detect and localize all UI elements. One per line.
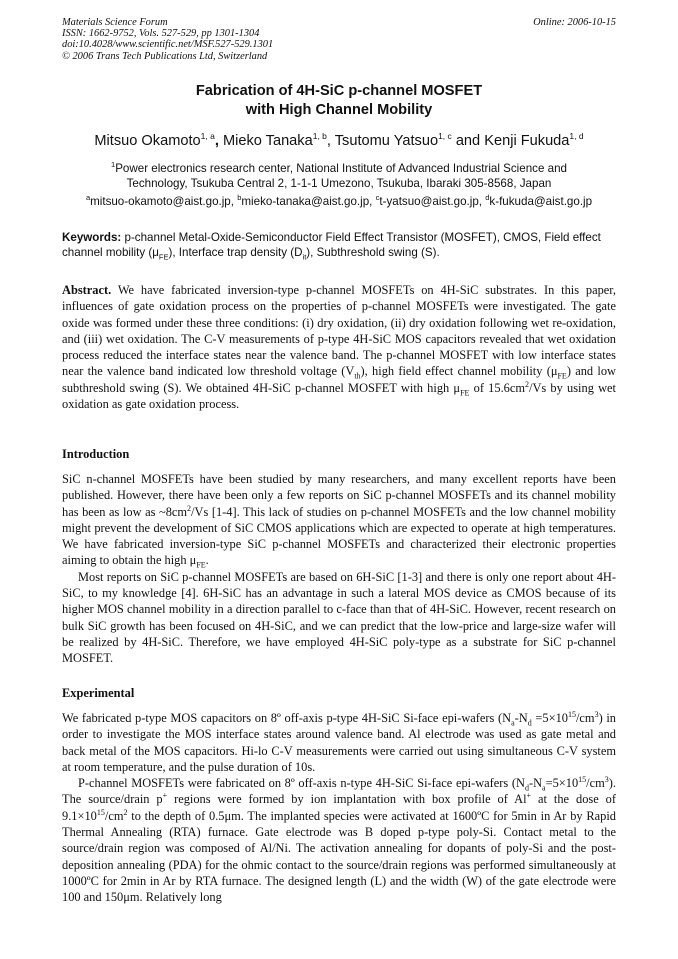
author-name: Kenji Fukuda [484, 132, 570, 149]
paragraph-sup: + [162, 791, 168, 801]
author-name: Mieko Tanaka [222, 132, 313, 149]
affiliation-line-1: Power electronics research center, National Institute of Advanced Industrial Science and [115, 161, 567, 175]
paragraph-text: . [205, 553, 209, 568]
author-name: Tsutomu Yatsuo [334, 132, 439, 149]
keywords-sub: it [302, 252, 307, 262]
abstract-label: Abstract. [62, 283, 112, 297]
email-sup: c [375, 193, 380, 202]
paragraph: Most reports on SiC p-channel MOSFETs are based on 6H-SiC [1-3] and there is only one report about 4H-SiC, to my knowledge [4]. 6H-SiC has an advantage in such a lateral MOS device as CMOS because of its higher MOS channel mobility in a direction parallel to c-face than that of 4H-SiC. However, recent research on bulk SiC growth has been focused on 4H-SiC, and we can predict that the low-price and large-size wafer will be realized by 4H-SiC. Therefore, we have employed 4H-SiC poly-type as a substrate for SiC p-channel MOSFET. [62, 569, 616, 666]
email-sup: d [485, 193, 490, 202]
paragraph-text: /Vs [1-4]. This lack of studies on p-channel MOSFETs and the low channel mobility might prevent the development of SiC CMOS applications which are expected to operate at high temperatures. We have fabricated inversion-type SiC p-channel MOSFETs and characterized their electronic properties aiming to obtain the high μ [62, 504, 616, 568]
abstract-text: ) and low subthreshold swing (S). We obtained 4H-SiC p-channel MOSFET with high μ [62, 364, 616, 395]
paragraph-text: P-channel MOSFETs were fabricated on 8º off-axis n-type 4H-SiC Si-face epi-wafers (N [78, 776, 525, 791]
paragraph-sup: 2 [123, 807, 128, 817]
paragraph-text: regions were formed by ion implantation with box profile of Al [167, 792, 527, 807]
paragraph-text: /cm [575, 711, 595, 725]
issn-line: ISSN: 1662-9752, Vols. 527-529, pp 1301-1304 [62, 28, 260, 40]
journal-name: Materials Science Forum [62, 17, 168, 28]
paragraph-text: ). The source/drain p [62, 776, 616, 807]
keywords [62, 230, 616, 265]
abstract [62, 282, 616, 412]
author-sup: 1, c [438, 131, 452, 141]
section-heading-experimental: Experimental [62, 686, 135, 700]
author-sup: 1, a [200, 131, 215, 141]
abstract-sub: FE [557, 371, 567, 381]
copyright-line: © 2006 Trans Tech Publications Ltd, Switzerland [62, 50, 268, 62]
author-sup: 1, d [569, 131, 584, 141]
paragraph-sup: 15 [96, 807, 105, 817]
title-line-2: with High Channel Mobility [245, 102, 433, 118]
keywords-text: ), Interface trap density (D [168, 246, 303, 260]
abstract-text: /Vs by using wet oxidation as gate oxidation process. [62, 380, 616, 412]
author-sep: , [214, 132, 223, 149]
author-sep: , [326, 132, 335, 149]
email-list: $^a$mitsuo-okamoto@aist.go.jp, $^b$mieko-tanaka@aist.go.jp, $^c$t-yatsuo@aist.go.jp, $^d$k-fukuda@aist.go.jp [85, 193, 593, 208]
paragraph-sub: d [524, 783, 529, 793]
abstract-sub: th [354, 371, 361, 381]
keywords-sub: FE [158, 252, 169, 262]
paragraph-sup: + [526, 791, 532, 801]
paragraph-sub: d [527, 718, 532, 728]
paragraph-sup: 2 [187, 503, 192, 513]
experimental-body [62, 710, 616, 906]
keywords-text: ), Subthreshold swing (S). [306, 246, 440, 260]
affiliation [80, 157, 598, 192]
paragraph [62, 471, 616, 569]
paragraph-text: We fabricated p-type MOS capacitors on 8º off-axis p-type 4H-SiC Si-face epi-wafers (N [62, 711, 512, 725]
online-date: Online: 2006-10-15 [533, 17, 616, 28]
abstract-sup: 2 [525, 379, 529, 389]
abstract-sub: FE [460, 388, 470, 398]
paragraph-sup: 15 [567, 709, 576, 719]
title-line-1: Fabrication of 4H-SiC p-channel MOSFET [195, 83, 483, 99]
abstract-text: We have fabricated inversion-type p-channel MOSFETs on 4H-SiC substrates. In this paper, influences of gate oxidation process on the properties of p-channel MOSFETs were investigated. The gate oxide was formed under these three conditions: (i) dry oxidation, (ii) dry oxidation following wet re-oxidation, and (iii) wet oxidation. The C-V measurements of p-type 4H-SiC MOS capacitors revealed that wet oxidation process reduced the interface states near the valence band. The p-channel MOSFET with low interface states near the valence band indicated low threshold voltage (V [62, 283, 616, 379]
email-sup: b [237, 193, 242, 202]
paragraph-sup: 3 [604, 775, 609, 785]
paragraph-text: to the depth of 0.5μm. The implanted species were activated at 1600ºC for 5min in Ar by Rapid Thermal Annealing (RTA) furnace. Gate electrode was B doped p-type poly-Si. Contact metal to the source/drain region was composed of Al/Ni. The activation annealing for dopants of poly-Si and the post-deposition annealing (PDA) for the ohmic contact to the source/drain regions was performed simultaneously at 1000ºC for 2min in Ar by RTA furnace. The designed length (L) and the width (W) of the gate electrode were 100 and 150μm. Relatively long [62, 808, 616, 905]
paragraph-sup: 3 [594, 709, 599, 719]
affiliation-sup: 1 [111, 160, 116, 169]
email-address: mieko-tanaka@aist.go.jp [241, 194, 370, 208]
paragraph-sub: FE [196, 560, 206, 570]
abstract-text: of 15.6cm [469, 380, 525, 395]
paragraph-text: /cm [104, 808, 124, 823]
paragraph-text: SiC n-channel MOSFETs have been studied by many researchers, and many excellent reports have been published. However, there have been only a few reports on SiC p-channel MOSFETs and its channel mobility has been as low as ~8cm [62, 472, 616, 519]
paragraph-sup: 15 [578, 775, 587, 785]
paragraph-text: /cm [586, 776, 605, 791]
paragraph [62, 710, 616, 775]
paragraph-sub: a [511, 718, 515, 728]
paragraph-text: -N [514, 711, 528, 725]
paragraph-text: -N [528, 776, 543, 791]
paragraph [62, 775, 616, 905]
author-sep: and [451, 132, 485, 149]
doi-line: doi:10.4028/www.scientific.net/MSF.527-529.1301 [62, 39, 274, 51]
paper-title [0, 82, 678, 120]
affiliation-line-2: Technology, Tsukuba Central 2, 1-1-1 Umezono, Tsukuba, Ibaraki 305-8568, Japan [126, 177, 552, 191]
section-heading-introduction: Introduction [62, 447, 130, 461]
paragraph-text: ) in order to investigate the MOS interface states around valence band. Al electrode was used as gate metal and back metal of the MOS capacitors. Hi-lo C-V measurements were carried out using simultaneous C-V system at room temperature, and the pulse duration of 10s. [62, 711, 616, 774]
email-sup: a [85, 193, 91, 202]
email-address: mitsuo-okamoto@aist.go.jp [90, 194, 231, 208]
page-header [62, 17, 616, 62]
author-list [0, 131, 678, 149]
keywords-label: Keywords: [62, 231, 122, 244]
abstract-text: ), high field effect channel mobility (μ [360, 364, 558, 379]
email-address: t-yatsuo@aist.go.jp [379, 194, 479, 208]
author-sup: 1, b [312, 131, 327, 141]
paragraph-text: at the dose of 9.1×10 [62, 792, 616, 823]
paragraph-text: =5×10 [545, 776, 579, 791]
email-address: k-fukuda@aist.go.jp [489, 194, 593, 208]
paragraph-sub: a [542, 783, 546, 793]
paragraph-text: =5×10 [531, 711, 568, 725]
author-name: Mitsuo Okamoto [94, 132, 201, 149]
introduction-body [62, 471, 616, 667]
keywords-text: p-channel Metal-Oxide-Semiconductor Field Effect Transistor (MOSFET), CMOS, Field effect channel mobility (μ [62, 231, 601, 260]
